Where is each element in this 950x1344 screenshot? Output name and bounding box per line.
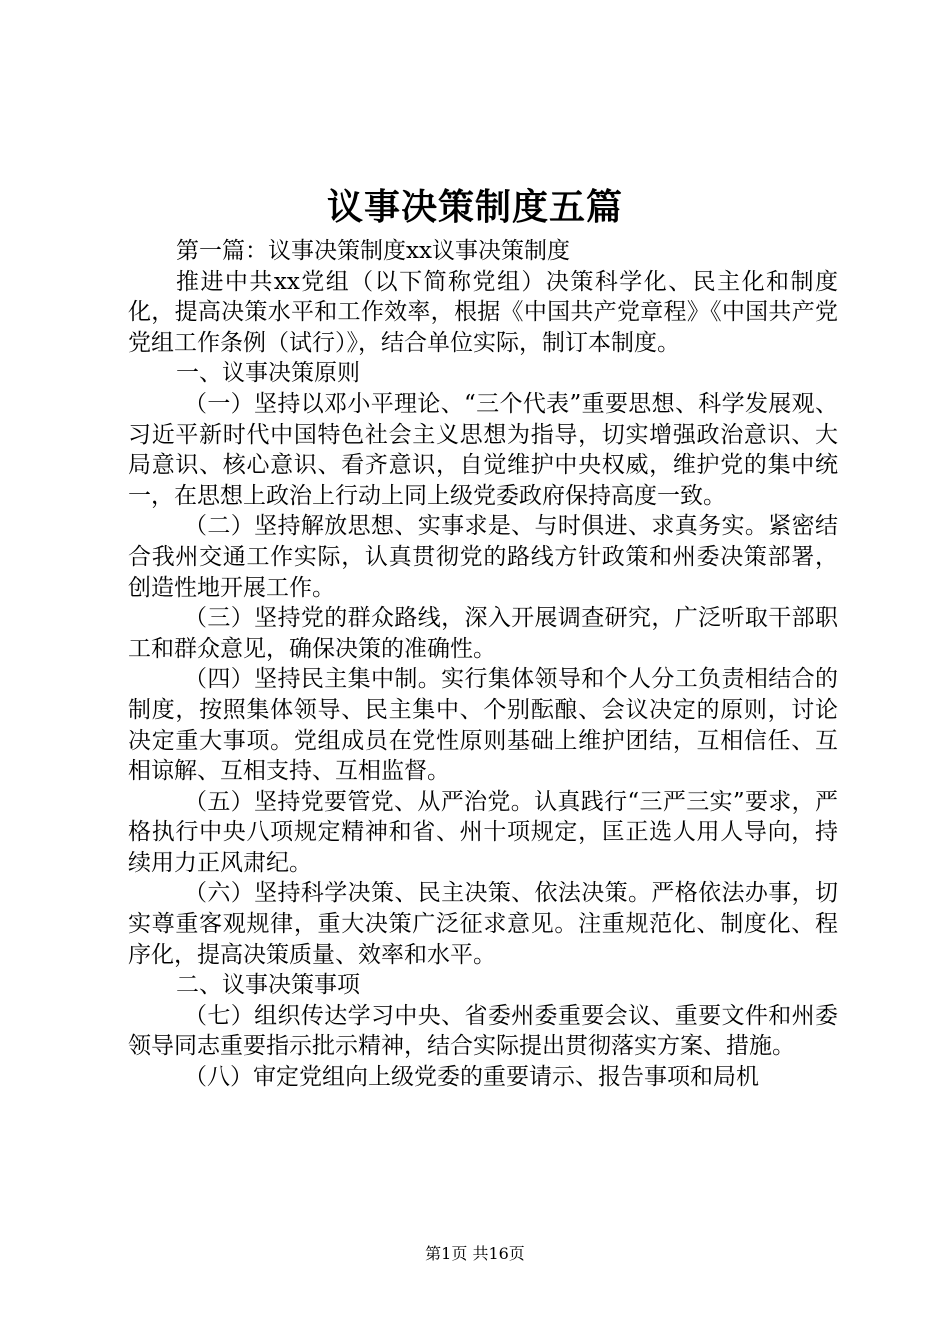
body-paragraph: （四）坚持民主集中制。实行集体领导和个人分工负责相结合的制度，按照集体领导、民主集中、个别酝酿、会议决定的原则，讨论决定重大事项。党组成员在党性原则基础上维护团结，互相信任、互相谅解、互相支持、互相监督。 bbox=[128, 666, 838, 785]
body-paragraph: （六）坚持科学决策、民主决策、依法决策。严格依法办事，切实尊重客观规律，重大决策广泛征求意见。注重规范化、制度化、程序化，提高决策质量、效率和水平。 bbox=[128, 880, 838, 968]
section-heading: 一、议事决策原则 bbox=[176, 360, 360, 387]
body-paragraph: （五）坚持党要管党、从严治党。认真践行“三严三实”要求，严格执行中央八项规定精神和省、州十项规定，匡正选人用人导向，持续用力正风肃纪。 bbox=[128, 788, 838, 876]
body-paragraph: （一）坚持以邓小平理论、“三个代表”重要思想、科学发展观、习近平新时代中国特色社会主义思想为指导，切实增强政治意识、大局意识、核心意识、看齐意识，自觉维护中央权威，维护党的集中统一，在思想上政治上行动上同上级党委政府保持高度一致。 bbox=[128, 390, 838, 509]
body-paragraph: （二）坚持解放思想、实事求是、与时俱进、求真务实。紧密结合我州交通工作实际，认真贯彻党的路线方针政策和州委决策部署，创造性地开展工作。 bbox=[128, 513, 838, 601]
body-paragraph: （八）审定党组向上级党委的重要请示、报告事项和局机 bbox=[184, 1064, 759, 1091]
document-body bbox=[128, 236, 838, 1093]
body-paragraph: （七）组织传达学习中央、省委州委重要会议、重要文件和州委领导同志重要指示批示精神，结合实际提出贯彻落实方案、措施。 bbox=[128, 1002, 838, 1060]
section-heading: 二、议事决策事项 bbox=[176, 972, 360, 999]
document-title: 议事决策制度五篇 bbox=[326, 186, 623, 228]
page-footer: 第1页 共16页 bbox=[425, 1244, 525, 1263]
body-paragraph: （三）坚持党的群众路线，深入开展调查研究，广泛听取干部职工和群众意见，确保决策的准确性。 bbox=[128, 605, 838, 662]
section-heading: 第一篇：议事决策制度xx议事决策制度 bbox=[176, 238, 570, 264]
body-paragraph: 推进中共xx党组（以下简称党组）决策科学化、民主化和制度化，提高决策水平和工作效率，根据《中国共产党章程》《中国共产党党组工作条例（试行）》，结合单位实际，制订本制度。 bbox=[128, 268, 838, 356]
